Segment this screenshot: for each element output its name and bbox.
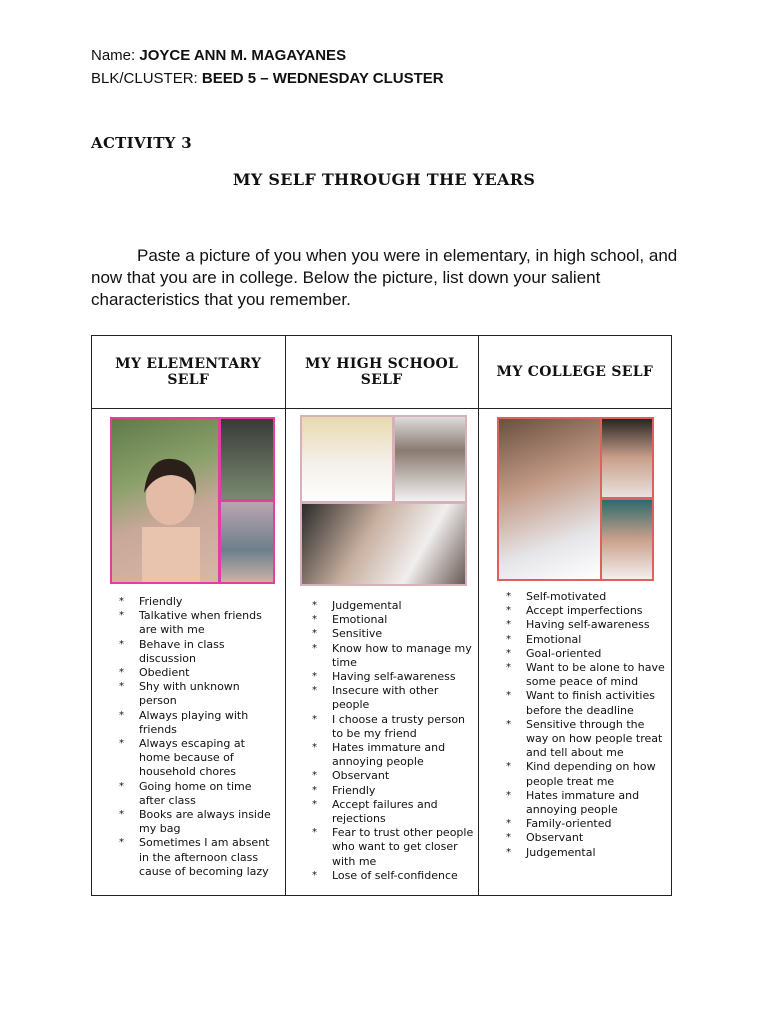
student-name: JOYCE ANN M. MAGAYANES: [139, 47, 347, 64]
trait-item: * Want to finish activities before the deadline: [502, 689, 668, 717]
name-label: Name:: [91, 47, 136, 64]
trait-item: * Talkative when friends are with me: [115, 609, 275, 637]
trait-item: * Hates immature and annoying people: [502, 789, 668, 817]
trait-item: * Judgemental: [308, 599, 474, 613]
high-school-photo-3: [300, 502, 467, 586]
trait-item: * Observant: [308, 769, 474, 783]
cluster-value: BEED 5 – WEDNESDAY CLUSTER: [201, 70, 444, 87]
trait-item: * Hates immature and annoying people: [308, 741, 474, 769]
trait-item: * Shy with unknown person: [115, 680, 275, 708]
name-line: [91, 47, 346, 64]
college-photo-main: [497, 417, 602, 581]
trait-item: * Having self-awareness: [308, 670, 474, 684]
trait-item: * Books are always inside my bag: [115, 808, 275, 836]
heading-elementary: MY ELEMENTARY SELF: [92, 336, 286, 409]
trait-item: * Always escaping at home because of household chores: [115, 737, 275, 780]
trait-item: * Sometimes I am absent in the afternoon class cause of becoming lazy: [115, 836, 275, 879]
trait-item: * Friendly: [308, 784, 474, 798]
high-school-photo-1: [300, 415, 394, 503]
trait-item: * Going home on time after class: [115, 780, 275, 808]
trait-item: * Lose of self-confidence: [308, 869, 474, 883]
trait-item: * Want to be alone to have some peace of mind: [502, 661, 668, 689]
heading-college: MY COLLEGE SELF: [478, 336, 671, 409]
instructions-paragraph: Paste a picture of you when you were in elementary, in high school, and now that you are in college. Below the picture, list down your salient characteristics that you remember.: [91, 246, 678, 309]
elementary-photo-small-2: [219, 500, 275, 584]
trait-item: * Observant: [502, 831, 668, 845]
high-school-photo-2: [393, 415, 467, 503]
college-photo-small-2: [600, 498, 654, 581]
trait-item: * Having self-awareness: [502, 618, 668, 632]
page-title: MY SELF THROUGH THE YEARS: [232, 170, 536, 189]
trait-item: * Know how to manage my time: [308, 642, 474, 670]
trait-item: * Accept imperfections: [502, 604, 668, 618]
elementary-photo-small-1: [219, 417, 275, 501]
high-school-traits-list: [308, 599, 474, 883]
trait-item: * I choose a trusty person to be my friend: [308, 713, 474, 741]
child-portrait-illustration: [112, 419, 218, 582]
trait-item: * Goal-oriented: [502, 647, 668, 661]
trait-item: * Emotional: [308, 613, 474, 627]
activity-label: ACTIVITY 3: [91, 134, 192, 152]
heading-high-school: MY HIGH SCHOOL SELF: [285, 336, 478, 409]
trait-item: * Accept failures and rejections: [308, 798, 474, 826]
trait-item: * Obedient: [115, 666, 275, 680]
trait-item: * Self-motivated: [502, 590, 668, 604]
trait-item: * Kind depending on how people treat me: [502, 760, 668, 788]
elementary-traits-list: [115, 595, 275, 879]
trait-item: * Sensitive: [308, 627, 474, 641]
college-photo-small-1: [600, 417, 654, 499]
trait-item: * Fear to trust other people who want to get closer with me: [308, 826, 474, 869]
trait-item: * Always playing with friends: [115, 709, 275, 737]
trait-item: * Behave in class discussion: [115, 638, 275, 666]
trait-item: * Insecure with other people: [308, 684, 474, 712]
trait-item: * Sensitive through the way on how people treat and tell about me: [502, 718, 668, 761]
trait-item: * Family-oriented: [502, 817, 668, 831]
elementary-photo-main: [110, 417, 220, 584]
college-traits-list: [502, 590, 668, 860]
cluster-line: [91, 70, 444, 87]
trait-item: * Friendly: [115, 595, 275, 609]
cluster-label: BLK/CLUSTER:: [91, 70, 198, 87]
trait-item: * Emotional: [502, 633, 668, 647]
trait-item: * Judgemental: [502, 846, 668, 860]
